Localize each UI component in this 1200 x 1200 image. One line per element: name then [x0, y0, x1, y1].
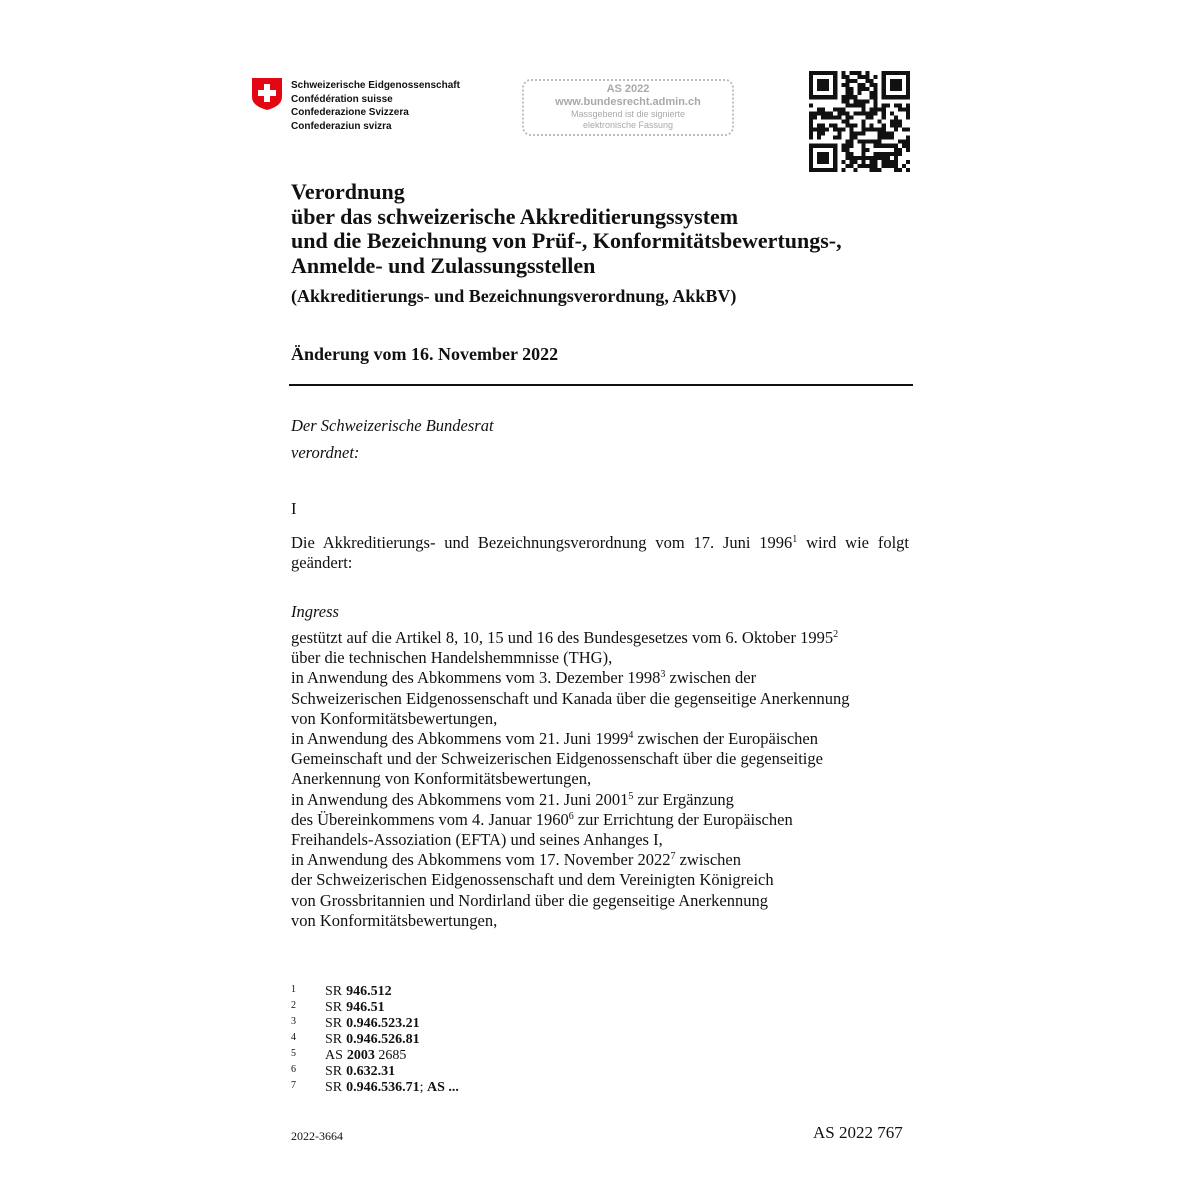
ordains-text: verordnet:: [291, 443, 360, 462]
footnote-text: [325, 984, 392, 1000]
footnote-number: 1: [291, 984, 296, 995]
ingress-line: [291, 749, 850, 769]
footnote-ref[interactable]: 1: [792, 534, 798, 545]
footnote: [291, 984, 459, 1000]
footnote-prefix: SR: [325, 1032, 343, 1047]
footnotes: [291, 984, 459, 1096]
footnote-text: [325, 1064, 395, 1080]
document-subtitle: (Akkreditierungs- und Bezeichnungsverordnung, AkkBV): [291, 286, 737, 306]
intro-text: Die Akkreditierungs- und Bezeichnungsverordnung vom 17. Juni 1996: [291, 533, 793, 552]
footnote: [291, 1016, 459, 1032]
footnote-prefix: AS: [325, 1048, 343, 1063]
ingress-line-text: in Anwendung des Abkommens vom 3. Dezember 1998: [291, 668, 661, 688]
ingress-line-text: in Anwendung des Abkommens vom 21. Juni 1999: [291, 729, 629, 749]
ingress-text: [291, 628, 850, 931]
footnote-ref[interactable]: 2: [833, 629, 839, 640]
footnote-reference: 946.51: [346, 1000, 385, 1015]
footnote-ref[interactable]: 6: [568, 810, 574, 822]
footnote-number: 2: [291, 1000, 296, 1011]
title-line: über das schweizerische Akkreditierungssystem: [291, 203, 739, 229]
ingress-line-text: zur Ergänzung: [633, 789, 734, 809]
footnote-number: 4: [291, 1032, 296, 1043]
section-number: I: [291, 499, 297, 518]
page-reference: AS 2022 767: [813, 1123, 903, 1142]
confederation-name-de: Schweizerische Eidgenossenschaft: [291, 80, 460, 91]
footnote-suffix: 2685: [374, 1048, 407, 1063]
title-line: Anmelde- und Zulassungsstellen: [291, 252, 596, 278]
footnote-reference: 0.946.523.21: [346, 1016, 420, 1031]
footnote-reference: 2003: [346, 1048, 375, 1063]
ingress-line: [291, 790, 850, 810]
footnote-number: 6: [291, 1064, 296, 1075]
stamp-line-1: AS 2022: [606, 83, 650, 95]
footnote-prefix: SR: [325, 1080, 343, 1095]
ingress-line-text: Freihandels-Assoziation (EFTA) und seines Anhanges I,: [291, 830, 663, 850]
ingress-line-text: gestützt auf die Artikel 8, 10, 15 und 16 des Bundesgesetzes vom 6. Oktober 1995: [291, 628, 834, 647]
ingress-line: [291, 729, 850, 749]
footnote: [291, 1032, 459, 1048]
ingress-line-text: Anerkennung von Konformitätsbewertungen,: [291, 769, 592, 789]
footnote-prefix: SR: [325, 1064, 343, 1079]
stamp-line-2: www.bundesrecht.admin.ch: [555, 96, 701, 108]
confederation-name-rm: Confederaziun svizra: [291, 120, 392, 132]
footnote-reference: 0.946.536.71: [346, 1080, 420, 1095]
ingress-line-text: in Anwendung des Abkommens vom 17. November 2022: [291, 850, 671, 870]
stamp-line-3: Massgebend ist die signierte: [570, 109, 686, 119]
swiss-cross-icon: [251, 77, 283, 111]
intro-paragraph: [291, 533, 909, 573]
qr-code-icon: [809, 71, 910, 172]
ingress-line: [291, 769, 850, 789]
footnote-ref[interactable]: 7: [670, 851, 676, 863]
footnote-suffix: ;: [419, 1080, 428, 1095]
ingress-line: [291, 850, 850, 870]
title-line: Verordnung: [291, 179, 405, 204]
ingress-line-text: Gemeinschaft und der Schweizerischen Eidgenossenschaft über die gegenseitige: [291, 749, 823, 769]
document-number: 2022-3664: [291, 1129, 343, 1143]
footnote-text: [325, 1080, 459, 1096]
footnote-prefix: SR: [325, 1016, 343, 1031]
footnote-text: [325, 1048, 406, 1064]
amendment-date: Änderung vom 16. November 2022: [291, 344, 559, 364]
footnote-prefix: SR: [325, 984, 343, 999]
ingress-line: [291, 648, 850, 668]
ingress-line-text: der Schweizerischen Eidgenossenschaft und dem Vereinigten Königreich: [291, 870, 774, 890]
confederation-names: [291, 79, 460, 133]
footnote: [291, 1048, 459, 1064]
footnote-text: [325, 1016, 420, 1032]
ingress-line-text: zur Errichtung der Europäischen: [573, 809, 793, 829]
ingress-heading: Ingress: [291, 602, 339, 621]
publication-stamp: [522, 79, 734, 136]
confederation-name-fr: Confédération suisse: [291, 93, 393, 105]
footnote-ref[interactable]: 5: [628, 790, 634, 802]
ingress-line-text: von Konformitätsbewertungen,: [291, 910, 498, 930]
footnote-reference: 946.512: [346, 984, 392, 999]
ingress-line: [291, 810, 850, 830]
ingress-line-text: Schweizerischen Eidgenossenschaft und Kanada über die gegenseitige Anerkennung: [291, 688, 850, 708]
ingress-line: [291, 830, 850, 850]
ingress-line: [291, 628, 850, 648]
footnote-reference: AS ...: [427, 1080, 459, 1095]
ingress-line: [291, 870, 850, 890]
ingress-line-text: zwischen: [675, 850, 741, 870]
ingress-line-text: zwischen der Europäischen: [633, 729, 818, 749]
footnote-prefix: SR: [325, 1000, 343, 1015]
footnote-text: [325, 1000, 385, 1016]
footnote-ref[interactable]: 4: [628, 730, 634, 742]
stamp-line-4: elektronische Fassung: [582, 120, 674, 130]
ingress-line-text: über die technischen Handelshemmnisse (THG),: [291, 648, 613, 668]
ingress-line: [291, 689, 850, 709]
issuing-authority: Der Schweizerische Bundesrat: [291, 416, 494, 435]
footnote-reference: 0.946.526.81: [346, 1032, 420, 1047]
footnote-ref[interactable]: 3: [660, 669, 666, 681]
footnote: [291, 1080, 459, 1096]
footnote: [291, 1000, 459, 1016]
document-title: [291, 180, 842, 278]
ingress-line-text: zwischen der: [665, 668, 757, 688]
ingress-line-text: von Konformitätsbewertungen,: [291, 708, 498, 728]
footnote-number: 7: [291, 1080, 296, 1091]
ingress-line-text: des Übereinkommens vom 4. Januar 1960: [291, 809, 569, 829]
ingress-line-text: von Grossbritannien und Nordirland über die gegenseitige Anerkennung: [291, 890, 769, 910]
footnote-number: 3: [291, 1016, 296, 1027]
intro-text: wird wie folgt geändert:: [291, 533, 910, 572]
ingress-line: [291, 709, 850, 729]
footnote-number: 5: [291, 1048, 296, 1059]
title-divider: [289, 384, 913, 386]
ingress-line-text: in Anwendung des Abkommens vom 21. Juni 2001: [291, 789, 629, 809]
confederation-name-it: Confederazione Svizzera: [291, 107, 409, 118]
footnote: [291, 1064, 459, 1080]
footnote-reference: 0.632.31: [346, 1064, 396, 1079]
ingress-line: [291, 891, 850, 911]
title-line: und die Bezeichnung von Prüf-, Konformitätsbewertungs-,: [291, 228, 842, 253]
footnote-text: [325, 1032, 420, 1048]
ingress-line: [291, 668, 850, 688]
ingress-line: [291, 911, 850, 931]
